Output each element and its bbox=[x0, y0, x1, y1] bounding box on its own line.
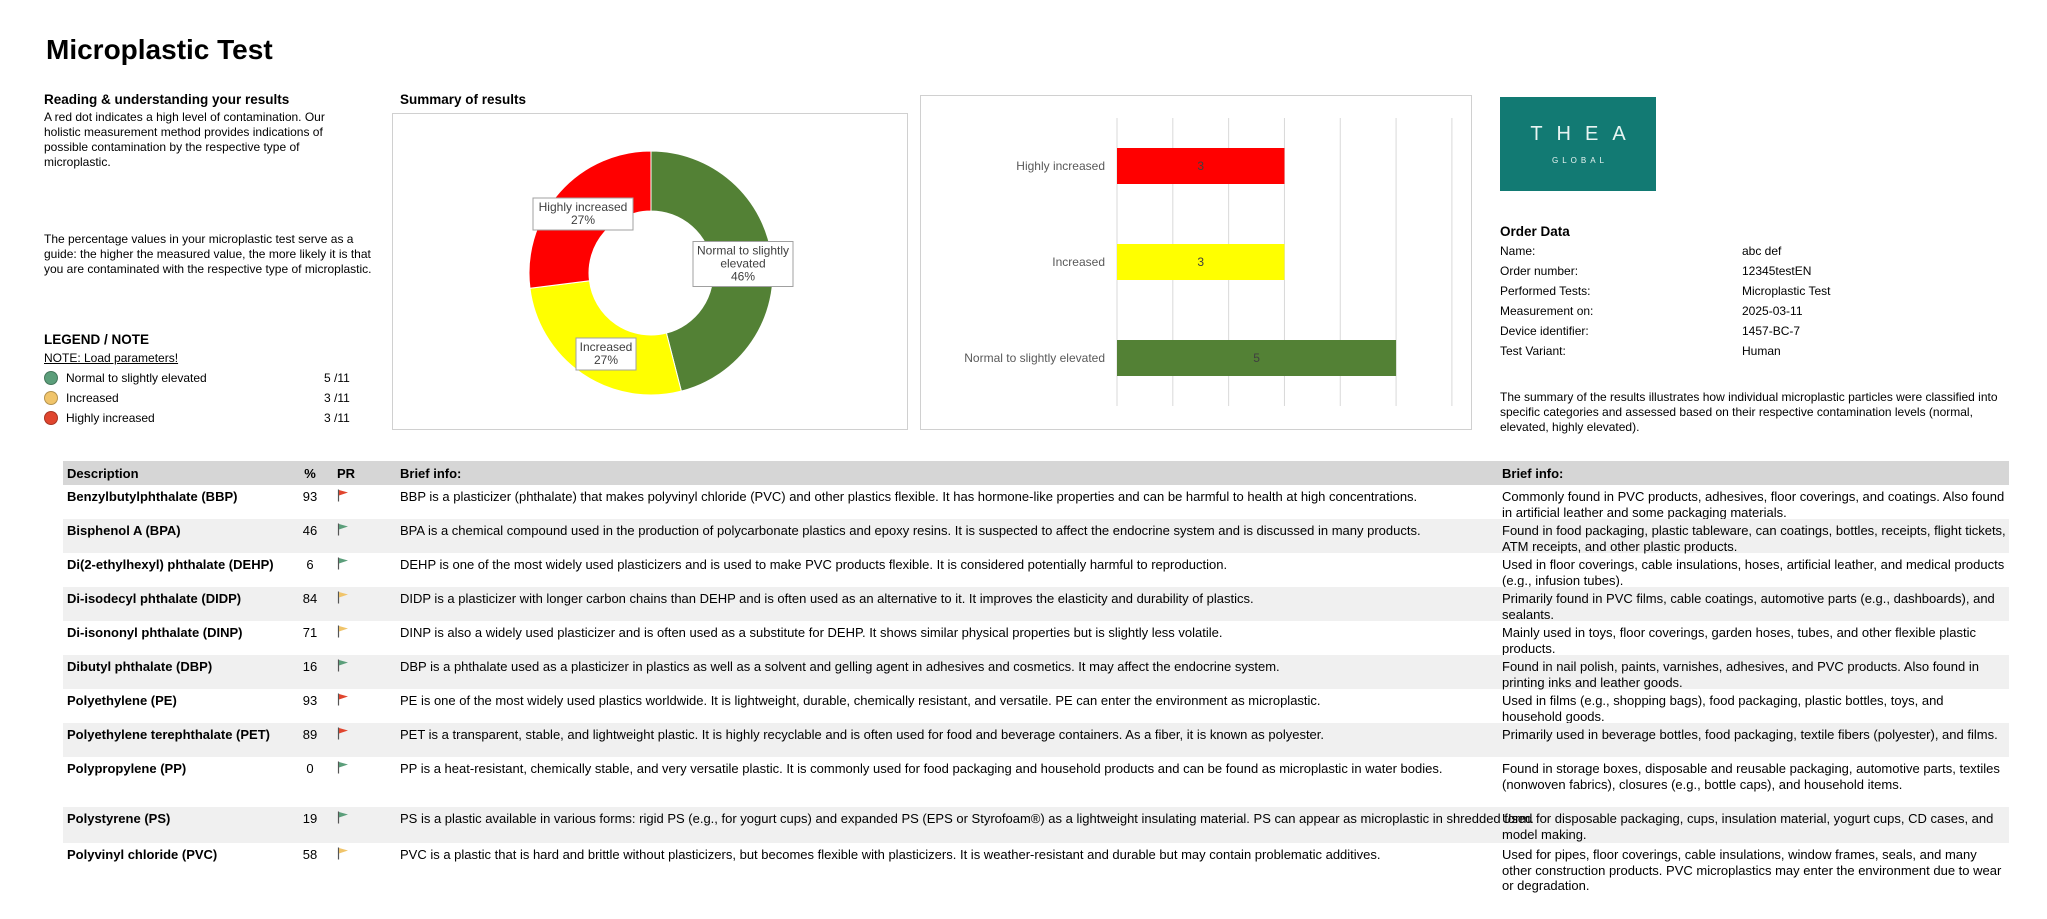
bar-category-label: Normal to slightly elevated bbox=[964, 351, 1105, 365]
donut-label-text: elevated bbox=[720, 256, 766, 271]
row-percent: 0 bbox=[306, 761, 314, 776]
row-brief-info: PS is a plastic available in various forms: rigid PS (e.g., for yogurt cups) and expanded PS (EPS or Styrofoam®) as a lightweight insulating material. PS can appear as microplastic in shredded form. bbox=[400, 811, 1534, 826]
order-heading: Order Data bbox=[1500, 224, 1570, 239]
legend-heading: LEGEND / NOTE bbox=[44, 332, 150, 347]
order-label: Device identifier: bbox=[1500, 324, 1589, 338]
donut-label-text: 27% bbox=[570, 213, 596, 227]
donut-label-text: Increased bbox=[579, 340, 633, 354]
row-description: Benzylbutylphthalate (BBP) bbox=[67, 489, 238, 504]
row-brief-info: DINP is also a widely used plasticizer and is often used as a substitute for DEHP. It shows similar physical properties but is slightly less volatile. bbox=[400, 625, 1223, 640]
donut-label-text: Normal to slightly bbox=[696, 243, 790, 258]
order-label: Test Variant: bbox=[1500, 344, 1566, 358]
row-brief-info: DEHP is one of the most widely used plasticizers and is used to make PVC products flexible. It is considered potentially harmful to reproduction. bbox=[400, 557, 1228, 572]
bar-value-label: 3 bbox=[1197, 255, 1205, 269]
row-description: Polyvinyl chloride (PVC) bbox=[67, 847, 218, 862]
legend-item bbox=[44, 371, 364, 385]
table-row bbox=[63, 689, 2009, 723]
row-percent: 19 bbox=[302, 811, 318, 826]
header-pr: PR bbox=[337, 466, 356, 481]
table-row bbox=[63, 843, 2009, 893]
legend-dot-icon bbox=[44, 411, 58, 425]
donut-label-text: 27% bbox=[593, 353, 619, 367]
row-flag-icon bbox=[337, 847, 357, 864]
header-description: Description bbox=[67, 466, 139, 481]
row-brief-info: PET is a transparent, stable, and lightweight plastic. It is highly recyclable and is often used for food and beverage containers. As a fiber, it is known as polyester. bbox=[400, 727, 1325, 742]
row-brief-info: PE is one of the most widely used plastics worldwide. It is lightweight, durable, chemically resistant, and versatile. PE can enter the environment as microplastic. bbox=[400, 693, 1321, 708]
order-value: Microplastic Test bbox=[1742, 284, 1831, 298]
row-percent: 6 bbox=[306, 557, 314, 572]
row-flag-icon bbox=[337, 523, 357, 540]
legend-count bbox=[324, 371, 364, 385]
row-percent: 93 bbox=[302, 693, 318, 708]
header-brief-info-2: Brief info: bbox=[1502, 466, 1564, 481]
row-brief-info-2: Commonly found in PVC products, adhesives, floor coverings, and coatings. Also found in artificial leather and some packaging materials. bbox=[1502, 489, 2005, 520]
legend-count-value: 3 bbox=[324, 411, 331, 425]
legend-note: NOTE: Load parameters! bbox=[44, 351, 179, 365]
legend-dot-icon bbox=[44, 371, 58, 385]
donut-chart bbox=[393, 114, 909, 431]
donut-data-label bbox=[693, 242, 793, 287]
row-flag-icon bbox=[337, 625, 357, 642]
order-value: Human bbox=[1742, 344, 1781, 358]
row-description: Di(2-ethylhexyl) phthalate (DEHP) bbox=[67, 557, 274, 572]
table-row bbox=[63, 655, 2009, 689]
table-row bbox=[63, 587, 2009, 621]
legend-count bbox=[324, 391, 364, 405]
row-brief-info-2: Used for pipes, floor coverings, cable insulations, window frames, seals, and many other construction products. PVC microplastics may enter the environment due to wear or degradation. bbox=[1502, 847, 2002, 893]
row-brief-info: DIDP is a plasticizer with longer carbon chains than DEHP and is often used as an alternative to it. It improves the elasticity and durability of plastics. bbox=[400, 591, 1254, 606]
row-percent: 71 bbox=[302, 625, 318, 640]
donut-data-label bbox=[533, 198, 633, 230]
table-row bbox=[63, 757, 2009, 807]
order-value: abc def bbox=[1742, 244, 1782, 258]
table-row bbox=[63, 485, 2009, 519]
donut-data-label bbox=[576, 338, 636, 370]
order-value: 2025-03-11 bbox=[1742, 304, 1803, 318]
reading-paragraph-1: A red dot indicates a high level of contamination. Our holistic measurement method provides indications of possible contamination by the respective type of microplastic. bbox=[44, 110, 325, 169]
row-brief-info: DBP is a phthalate used as a plasticizer in plastics as well as a solvent and gelling agent in adhesives and cosmetics. It may affect the endocrine system. bbox=[400, 659, 1280, 674]
row-percent: 58 bbox=[302, 847, 318, 862]
row-description: Polyethylene (PE) bbox=[67, 693, 177, 708]
row-brief-info-2: Used in floor coverings, cable insulations, hoses, artificial leather, and medical products (e.g., infusion tubes). bbox=[1502, 557, 2005, 588]
row-percent: 46 bbox=[302, 523, 318, 538]
row-flag-icon bbox=[337, 659, 357, 676]
reading-paragraph-2: The percentage values in your microplastic test serve as a guide: the higher the measured value, the more likely it is that you are contaminated with the respective type of microplastic. bbox=[44, 232, 372, 276]
legend-count-value: 5 bbox=[324, 371, 331, 385]
logo-subtext: GLOBAL bbox=[1551, 156, 1608, 165]
legend-label: Increased bbox=[66, 391, 119, 405]
donut-label-text: Highly increased bbox=[538, 200, 628, 214]
bar-category-label: Increased bbox=[1052, 255, 1105, 269]
row-flag-icon bbox=[337, 591, 357, 608]
table-row bbox=[63, 621, 2009, 655]
row-description: Di-isodecyl phthalate (DIDP) bbox=[67, 591, 242, 606]
bar-chart-panel bbox=[920, 95, 1472, 430]
legend-dot-icon bbox=[44, 391, 58, 405]
header-percent: % bbox=[304, 466, 316, 481]
row-percent: 93 bbox=[302, 489, 318, 504]
order-label: Order number: bbox=[1500, 264, 1579, 278]
results-table bbox=[63, 461, 2009, 893]
row-brief-info-2: Found in food packaging, plastic tableware, can coatings, bottles, receipts, flight tickets, ATM receipts, and other plastic products. bbox=[1502, 523, 2006, 554]
row-percent: 84 bbox=[302, 591, 318, 606]
legend-item bbox=[44, 411, 364, 425]
bar-value-label: 3 bbox=[1197, 159, 1205, 173]
row-brief-info: PVC is a plastic that is hard and brittle without plasticizers, but becomes flexible with plasticizers. It is weather-resistant and durable but may contain problematic additives. bbox=[400, 847, 1381, 862]
row-brief-info: BBP is a plasticizer (phthalate) that makes polyvinyl chloride (PVC) and other plastics flexible. It has hormone-like properties and can be harmful to health at high concentrations. bbox=[400, 489, 1418, 504]
header-brief-info: Brief info: bbox=[400, 466, 462, 481]
order-value: 12345testEN bbox=[1742, 264, 1812, 278]
row-brief-info: PP is a heat-resistant, chemically stable, and very versatile plastic. It is commonly used for food packaging and household products and can be found as microplastic in water bodies. bbox=[400, 761, 1443, 776]
row-flag-icon bbox=[337, 693, 357, 710]
reading-heading: Reading & understanding your results bbox=[44, 92, 290, 107]
bar-category-label: Highly increased bbox=[1016, 159, 1105, 173]
row-description: Dibutyl phthalate (DBP) bbox=[67, 659, 213, 674]
donut-chart-panel bbox=[392, 113, 908, 430]
row-percent: 89 bbox=[302, 727, 318, 742]
legend-count-total: /11 bbox=[334, 371, 350, 385]
page-title: Microplastic Test bbox=[46, 34, 273, 65]
legend-label: Normal to slightly elevated bbox=[66, 371, 207, 385]
summary-heading: Summary of results bbox=[400, 92, 527, 107]
order-label: Measurement on: bbox=[1500, 304, 1594, 318]
table-row bbox=[63, 807, 2009, 843]
legend-count-total: /11 bbox=[334, 391, 350, 405]
table-header bbox=[63, 461, 2009, 485]
table-row bbox=[63, 723, 2009, 757]
row-flag-icon bbox=[337, 489, 357, 506]
bar-value-label: 5 bbox=[1253, 351, 1260, 365]
company-logo bbox=[1500, 97, 1656, 191]
row-description: Bisphenol A (BPA) bbox=[67, 523, 181, 538]
row-flag-icon bbox=[337, 761, 357, 778]
row-flag-icon bbox=[337, 727, 357, 744]
row-description: Polystyrene (PS) bbox=[67, 811, 171, 826]
row-flag-icon bbox=[337, 557, 357, 574]
table-row bbox=[63, 519, 2009, 553]
row-flag-icon bbox=[337, 811, 357, 828]
legend-item bbox=[44, 391, 364, 405]
legend-count bbox=[324, 411, 364, 425]
order-label: Name: bbox=[1500, 244, 1536, 258]
row-brief-info-2: Found in nail polish, paints, varnishes, adhesives, and PVC products. Also found in printing inks and leather goods. bbox=[1502, 659, 1979, 690]
order-value: 1457-BC-7 bbox=[1742, 324, 1801, 338]
row-brief-info-2: Primarily found in PVC films, cable coatings, automotive parts (e.g., dashboards), and sealants. bbox=[1502, 591, 1995, 622]
table-body bbox=[63, 485, 2009, 893]
row-brief-info-2: Found in storage boxes, disposable and reusable packaging, automotive parts, textiles (nonwoven fabrics), closures (e.g., bottle caps), and household items. bbox=[1502, 761, 2000, 792]
row-percent: 16 bbox=[302, 659, 318, 674]
row-brief-info-2: Primarily used in beverage bottles, food packaging, textile fibers (polyester), and films. bbox=[1502, 727, 1998, 742]
row-brief-info-2: Used for disposable packaging, cups, insulation material, yogurt cups, CD cases, and model making. bbox=[1502, 811, 1994, 842]
row-brief-info-2: Mainly used in toys, floor coverings, garden hoses, tubes, and other flexible plastic products. bbox=[1502, 625, 1977, 656]
row-description: Di-isononyl phthalate (DINP) bbox=[67, 625, 243, 640]
bar-chart bbox=[921, 96, 1473, 431]
summary-note: The summary of the results illustrates how individual microplastic particles were classified into specific categories and assessed based on their respective contamination levels (normal, elevated, highly elevated). bbox=[1500, 390, 1998, 434]
legend-count-value: 3 bbox=[324, 391, 331, 405]
row-description: Polypropylene (PP) bbox=[67, 761, 187, 776]
donut-label-text: 46% bbox=[730, 269, 756, 284]
legend-label: Highly increased bbox=[66, 411, 155, 425]
order-label: Performed Tests: bbox=[1500, 284, 1591, 298]
row-brief-info: BPA is a chemical compound used in the production of polycarbonate plastics and epoxy resins. It is suspected to affect the endocrine system and is discussed in many products. bbox=[400, 523, 1421, 538]
table-row bbox=[63, 553, 2009, 587]
row-brief-info-2: Used in films (e.g., shopping bags), food packaging, plastic bottles, toys, and household goods. bbox=[1502, 693, 1944, 724]
logo-text: THEA bbox=[1530, 123, 1640, 145]
row-description: Polyethylene terephthalate (PET) bbox=[67, 727, 270, 742]
legend-count-total: /11 bbox=[334, 411, 350, 425]
